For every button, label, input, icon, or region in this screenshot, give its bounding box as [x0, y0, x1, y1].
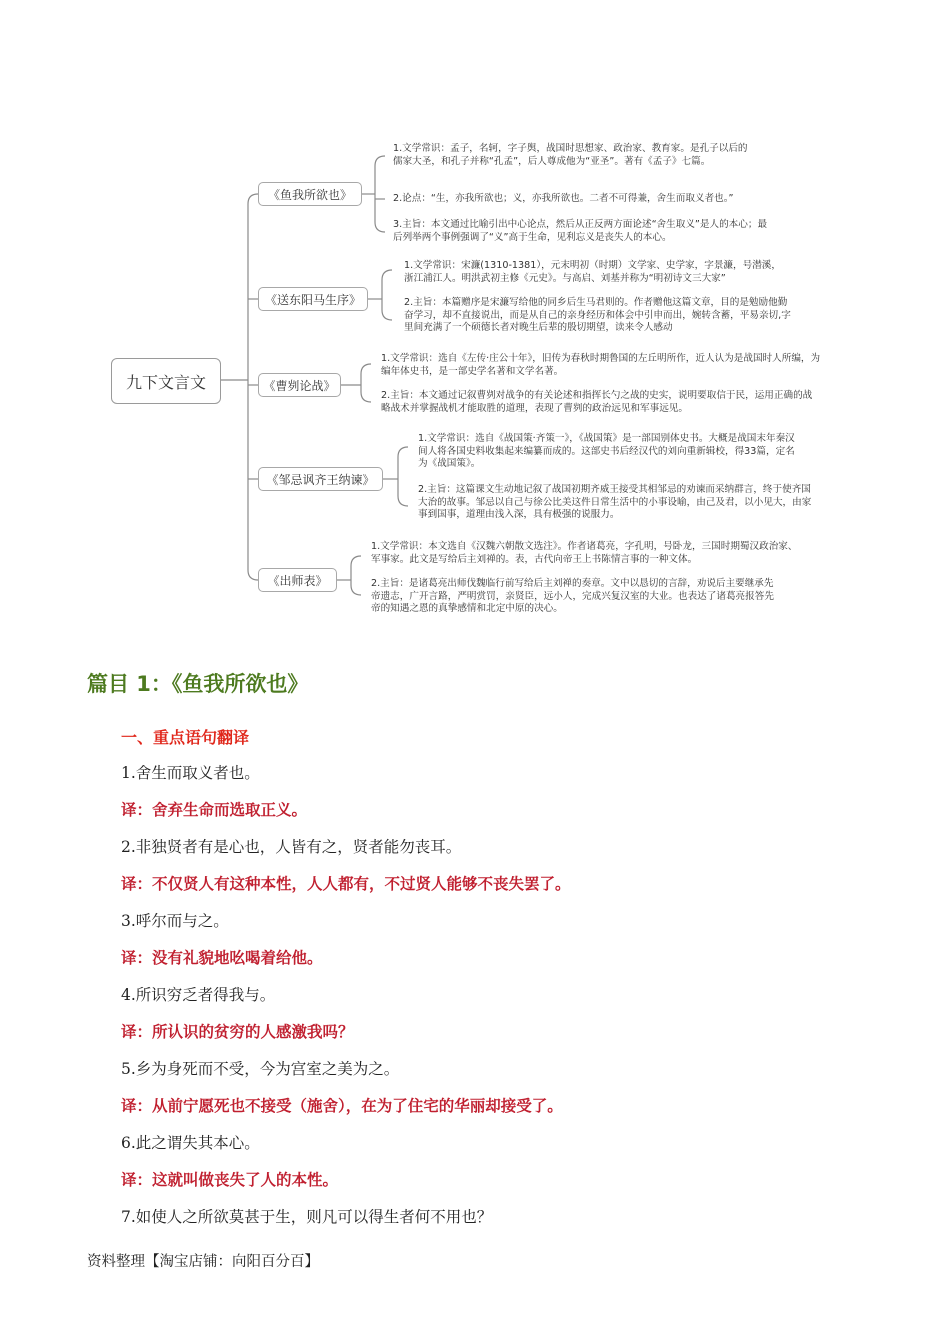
leaf-note: 2.主旨：是诸葛亮出师伐魏临行前写给后主刘禅的奏章。文中以恳切的言辞，劝说后主要继承先帝遗志，广开言路，严明赏罚，亲贤臣，远小人，完成兴复汉室的大业。也表达了诸葛亮报答先帝的知遇之恩的真挚感情和北定中原的决心。 [371, 578, 774, 615]
leaf-note: 3.主旨：本文通过比喻引出中心论点，然后从正反两方面论述“舍生取义”是人的本心；最后列举两个事例强调了“义”高于生命，见利忘义是丧失人的本心。 [393, 219, 768, 243]
translation-sentence: 译：所认识的贫穷的人感激我吗？ [121, 1023, 354, 1041]
branch-chu-shi-biao: 《出师表》 [258, 568, 337, 592]
leaf-note: 1.文学常识：孟子，名轲，字子舆，战国时思想家、政治家、教育家。是孔子以后的儒家大圣，和孔子并称“孔孟”，后人尊成他为“亚圣”。著有《孟子》七篇。 [393, 143, 748, 167]
branch-yu-wo-suo-yu-ye: 《鱼我所欲也》 [258, 182, 362, 206]
branch-zou-ji-feng-qi-wang: 《邹忌讽齐王纳谏》 [258, 467, 383, 491]
translation-sentence: 译：不仅贤人有这种本性，人人都有，不过贤人能够不丧失罢了。 [121, 875, 571, 893]
page-footer: 资料整理【淘宝店铺：向阳百分百】 [87, 1254, 319, 1270]
original-sentence: 2.非独贤者有是心也，人皆有之，贤者能勿丧耳。 [121, 838, 462, 856]
leaf-note: 1.文学常识：选自《战国策·齐策一》，《战国策》是一部国别体史书。大概是战国末年秦汉间人将各国史料收集起来编纂而成的。这部史书后经汉代的刘向重新辑校，得33篇，定名为《战国策》。 [418, 433, 795, 470]
translation-sentence: 译：这就叫做丧失了人的本性。 [121, 1171, 339, 1189]
section-subtitle: 一、重点语句翻译 [121, 728, 250, 747]
mind-map-root: 九下文言文 [111, 358, 221, 404]
original-sentence: 1.舍生而取义者也。 [121, 764, 260, 782]
leaf-note: 2.论点：“生，亦我所欲也；义，亦我所欲也。二者不可得兼，舍生而取义者也。” [393, 193, 734, 204]
translation-sentence: 译：从前宁愿死也不接受（施舍），在为了住宅的华丽却接受了。 [121, 1097, 563, 1115]
section-title: 篇目 1：《鱼我所欲也》 [87, 672, 309, 696]
leaf-note: 2.主旨：这篇课文生动地记叙了战国初期齐威王接受其相邹忌的劝谏而采纳群言，终于使齐国大治的故事。邹忌以自己与徐公比美这件日常生活中的小事设喻，由己及君，以小见大，由家事到国事，道理由浅入深，具有极强的说服力。 [418, 484, 812, 521]
original-sentence: 7.如使人之所欲莫甚于生，则凡可以得生者何不用也？ [121, 1208, 493, 1226]
leaf-note: 2.主旨：本篇赠序是宋濂写给他的同乡后生马君则的。作者赠他这篇文章，目的是勉励他勤奋学习，却不直接说出，而是从自己的亲身经历和体会中引申而出，婉转含蓄，平易亲切,字里间充满了一个硕德长者对晚生后辈的殷切期望，读来令人感动 [404, 297, 791, 334]
original-sentence: 6.此之谓失其本心。 [121, 1134, 260, 1152]
leaf-note: 1.文学常识：选自《左传·庄公十年》，旧传为春秋时期鲁国的左丘明所作，近人认为是战国时人所编，为编年体史书，是一部史学名著和文学名著。 [381, 353, 821, 377]
translation-sentence: 译：舍弃生命而选取正义。 [121, 801, 308, 819]
original-sentence: 4.所识穷乏者得我与。 [121, 986, 276, 1004]
branch-song-dong-yang-ma-sheng-xu: 《送东阳马生序》 [258, 287, 368, 311]
original-sentence: 5.乡为身死而不受，今为宫室之美为之。 [121, 1060, 400, 1078]
leaf-note: 1.文学常识：本文选自《汉魏六朝散文选注》。作者诸葛亮，字孔明，号卧龙，三国时期蜀汉政治家、军事家。此文是写给后主刘禅的。表，古代向帝王上书陈情言事的一种文体。 [371, 541, 798, 565]
leaf-note: 2.主旨：本文通过记叙曹刿对战争的有关论述和指挥长勺之战的史实，说明要取信于民，运用正确的战略战术并掌握战机才能取胜的道理，表现了曹刿的政治远见和军事远见。 [381, 390, 813, 414]
mind-map [0, 0, 950, 640]
branch-cao-gui-lun-zhan: 《曹刿论战》 [258, 373, 341, 397]
translation-sentence: 译：没有礼貌地吆喝着给他。 [121, 949, 323, 967]
leaf-note: 1.文学常识：宋濂(1310-1381），元末明初（时期）文学家、史学家，字景濂，号潜溪，浙江浦江人。明洪武初主修《元史》。与高启、刘基并称为“明初诗文三大家” [404, 260, 781, 284]
original-sentence: 3.呼尔而与之。 [121, 912, 229, 930]
translation-list [121, 763, 881, 1244]
